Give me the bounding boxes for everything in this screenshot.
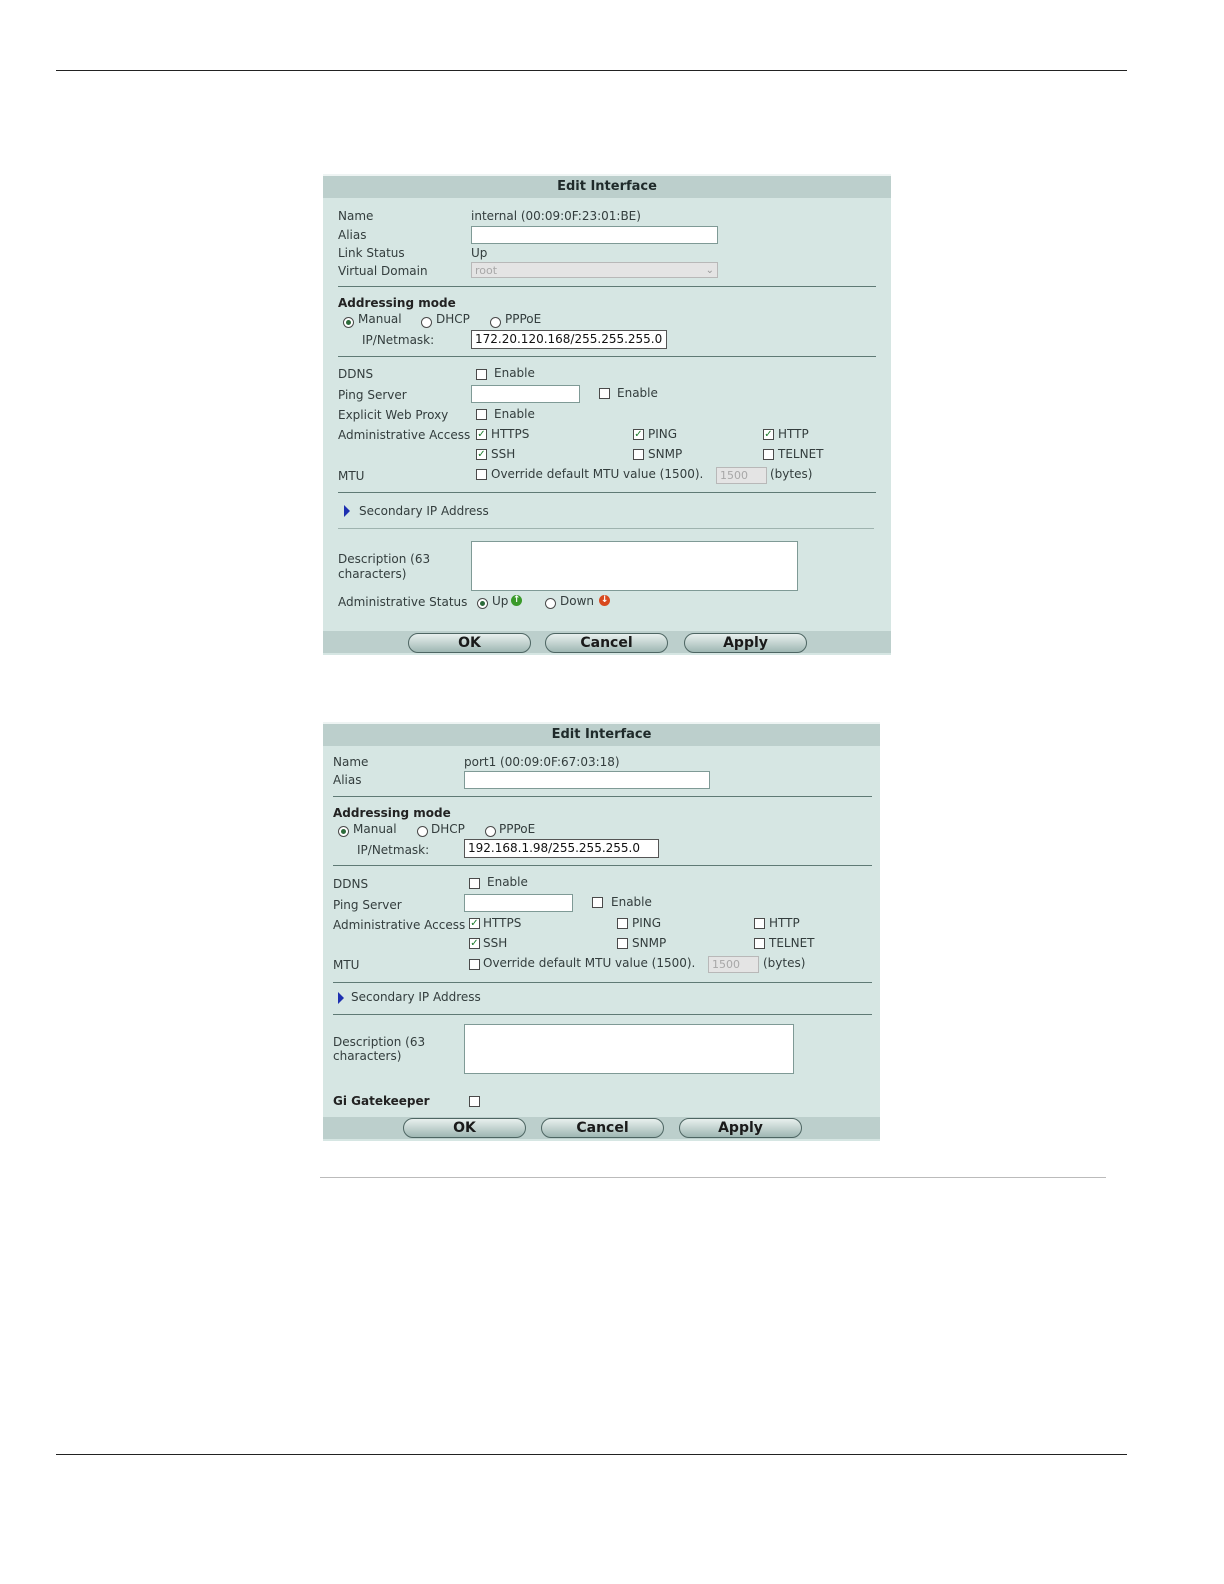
- http-label: HTTP: [778, 427, 809, 441]
- ddns-label: DDNS: [333, 877, 369, 891]
- addressing-mode-label: Addressing mode: [338, 296, 456, 310]
- ip-netmask-label: IP/Netmask:: [357, 843, 430, 857]
- mtu-label: MTU: [338, 469, 365, 483]
- name-label: Name: [333, 755, 369, 769]
- manual-radio[interactable]: [338, 826, 349, 837]
- gi-gatekeeper-checkbox[interactable]: [469, 1096, 480, 1107]
- cancel-button[interactable]: Cancel: [541, 1118, 664, 1138]
- divider: [338, 356, 876, 357]
- mtu-value-input[interactable]: 1500: [708, 956, 759, 973]
- ping-server-label: Ping Server: [338, 388, 407, 402]
- footer-rule: [56, 1454, 1127, 1455]
- arrow-up-icon: ↑: [512, 595, 521, 605]
- dialog-title: Edit Interface: [323, 176, 891, 198]
- divider: [333, 865, 872, 866]
- https-label: HTTPS: [483, 916, 522, 930]
- dhcp-label: DHCP: [431, 822, 465, 836]
- ddns-checkbox[interactable]: [469, 878, 480, 889]
- ping-server-enable-label: Enable: [617, 386, 658, 400]
- dhcp-label: DHCP: [436, 312, 470, 326]
- ssh-checkbox[interactable]: ✓: [477, 449, 486, 460]
- secondary-ip-toggle[interactable]: Secondary IP Address: [351, 990, 481, 1004]
- telnet-label: TELNET: [769, 936, 815, 950]
- button-bar: [323, 631, 891, 653]
- snmp-label: SNMP: [632, 936, 667, 950]
- ping-label: PING: [648, 427, 678, 441]
- telnet-checkbox[interactable]: [763, 449, 774, 460]
- edit-interface-dialog-internal: [323, 174, 891, 655]
- manual-label: Manual: [353, 822, 397, 836]
- telnet-checkbox[interactable]: [754, 938, 765, 949]
- expand-arrow-icon[interactable]: [338, 992, 344, 1004]
- snmp-checkbox[interactable]: [633, 449, 644, 460]
- ip-netmask-label: IP/Netmask:: [362, 333, 435, 347]
- divider: [333, 982, 872, 983]
- secondary-ip-toggle[interactable]: Secondary IP Address: [359, 504, 489, 518]
- apply-button[interactable]: Apply: [679, 1118, 802, 1138]
- https-checkbox[interactable]: ✓: [470, 918, 479, 929]
- ok-button[interactable]: OK: [408, 633, 531, 653]
- ddns-label: DDNS: [338, 367, 374, 381]
- description-textarea[interactable]: [464, 1024, 794, 1074]
- pppoe-radio[interactable]: [485, 826, 496, 837]
- http-checkbox[interactable]: [754, 918, 765, 929]
- status-down-label: Down: [560, 594, 595, 608]
- ping-server-input[interactable]: [471, 385, 580, 403]
- dialog-title: Edit Interface: [323, 724, 880, 746]
- ddns-checkbox[interactable]: [476, 369, 487, 380]
- link-status-label: Link Status: [338, 246, 405, 260]
- dhcp-radio[interactable]: [417, 826, 428, 837]
- description-textarea[interactable]: [471, 541, 798, 591]
- web-proxy-label: Explicit Web Proxy: [338, 408, 449, 422]
- ssh-checkbox[interactable]: ✓: [470, 938, 479, 949]
- ping-server-label: Ping Server: [333, 898, 402, 912]
- ping-server-enable-label: Enable: [611, 895, 652, 909]
- web-proxy-checkbox[interactable]: [476, 409, 487, 420]
- mtu-value-input[interactable]: 1500: [716, 467, 767, 484]
- alias-label: Alias: [338, 228, 367, 242]
- ping-server-input[interactable]: [464, 894, 573, 912]
- pppoe-label: PPPoE: [499, 822, 536, 836]
- ddns-enable-label: Enable: [487, 875, 528, 889]
- telnet-label: TELNET: [778, 447, 824, 461]
- ddns-enable-label: Enable: [494, 366, 535, 380]
- https-label: HTTPS: [491, 427, 530, 441]
- edit-interface-dialog-port1: [323, 722, 880, 1141]
- status-down-radio[interactable]: [545, 598, 556, 609]
- ssh-label: SSH: [491, 447, 516, 461]
- virtual-domain-value: root: [475, 264, 498, 277]
- ping-checkbox[interactable]: ✓: [634, 429, 643, 440]
- ssh-label: SSH: [483, 936, 508, 950]
- divider: [333, 796, 872, 797]
- dhcp-radio[interactable]: [421, 317, 432, 328]
- cancel-button[interactable]: Cancel: [545, 633, 668, 653]
- description-label: Description (63: [333, 1035, 426, 1049]
- description-label-cont: characters): [333, 1049, 402, 1063]
- divider: [338, 528, 874, 529]
- ok-button[interactable]: OK: [403, 1118, 526, 1138]
- admin-status-label: Administrative Status: [338, 595, 468, 609]
- link-status-value: Up: [471, 246, 488, 260]
- https-checkbox[interactable]: ✓: [477, 429, 486, 440]
- ping-server-checkbox[interactable]: [592, 897, 603, 908]
- pppoe-radio[interactable]: [490, 317, 501, 328]
- alias-input[interactable]: [471, 226, 718, 244]
- mtu-override-label: Override default MTU value (1500).: [483, 956, 696, 970]
- http-label: HTTP: [769, 916, 800, 930]
- mtu-override-label: Override default MTU value (1500).: [491, 467, 704, 481]
- alias-label: Alias: [333, 773, 362, 787]
- name-label: Name: [338, 209, 374, 223]
- description-label: Description (63: [338, 552, 431, 566]
- virtual-domain-select[interactable]: [471, 262, 718, 278]
- ping-label: PING: [632, 916, 662, 930]
- expand-arrow-icon[interactable]: [344, 505, 350, 517]
- manual-label: Manual: [358, 312, 402, 326]
- ip-netmask-input[interactable]: 192.168.1.98/255.255.255.0: [464, 839, 659, 858]
- pppoe-label: PPPoE: [505, 312, 542, 326]
- header-rule: [56, 70, 1127, 71]
- admin-access-label: Administrative Access: [333, 918, 466, 932]
- status-up-radio[interactable]: [477, 598, 488, 609]
- button-bar: [323, 1117, 880, 1139]
- gi-gatekeeper-label: Gi Gatekeeper: [333, 1094, 430, 1108]
- mtu-label: MTU: [333, 958, 360, 972]
- description-label-cont: characters): [338, 567, 407, 581]
- alias-input[interactable]: [464, 771, 710, 789]
- web-proxy-enable-label: Enable: [494, 407, 535, 421]
- mtu-override-checkbox[interactable]: [469, 959, 480, 970]
- mtu-unit-label: (bytes): [770, 467, 813, 481]
- divider: [333, 1014, 872, 1015]
- figure-rule: [320, 1177, 1106, 1178]
- status-up-label: Up: [492, 594, 509, 608]
- ping-server-checkbox[interactable]: [599, 388, 610, 399]
- name-value: internal (00:09:0F:23:01:BE): [471, 209, 641, 223]
- http-checkbox[interactable]: ✓: [764, 429, 773, 440]
- name-value: port1 (00:09:0F:67:03:18): [464, 755, 620, 769]
- snmp-checkbox[interactable]: [617, 938, 628, 949]
- mtu-override-checkbox[interactable]: [476, 469, 487, 480]
- ip-netmask-input[interactable]: 172.20.120.168/255.255.255.0: [471, 330, 667, 349]
- mtu-unit-label: (bytes): [763, 956, 806, 970]
- ping-checkbox[interactable]: [617, 918, 628, 929]
- divider: [338, 286, 876, 287]
- arrow-down-icon: ↓: [600, 595, 609, 605]
- snmp-label: SNMP: [648, 447, 683, 461]
- apply-button[interactable]: Apply: [684, 633, 807, 653]
- divider: [338, 492, 876, 493]
- admin-access-label: Administrative Access: [338, 428, 471, 442]
- virtual-domain-label: Virtual Domain: [338, 264, 428, 278]
- manual-radio[interactable]: [343, 317, 354, 328]
- chevron-down-icon: ⌄: [705, 265, 714, 276]
- addressing-mode-label: Addressing mode: [333, 806, 451, 820]
